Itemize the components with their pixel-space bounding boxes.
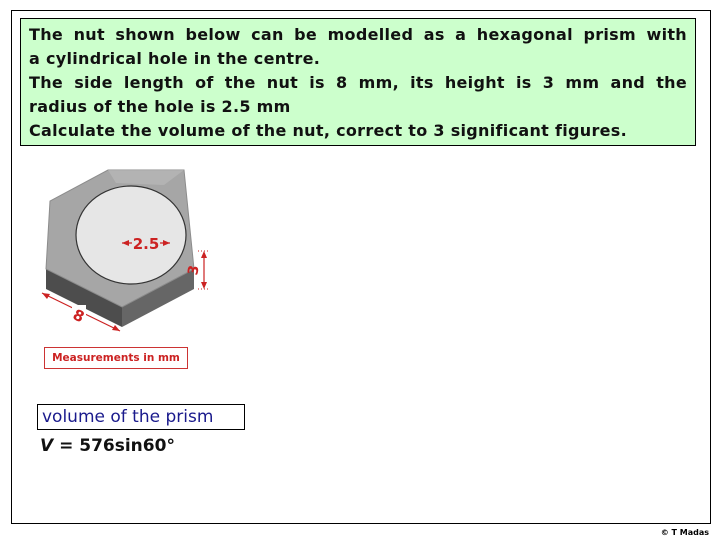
nut-drawing <box>36 165 236 345</box>
prism-volume-label: volume of the prism <box>37 404 245 430</box>
question-line: The nut shown below can be modelled as a hexagonal prism with <box>29 25 687 44</box>
height-arrowhead-bottom <box>201 282 207 289</box>
height-label: 3 <box>185 264 203 277</box>
formula-expression: = 576sin60° <box>53 436 175 456</box>
nut-hole <box>76 186 186 284</box>
side-arrowhead-left <box>42 293 50 299</box>
question-line: radius of the hole is 2.5 mm <box>29 97 291 116</box>
question-box <box>20 18 696 146</box>
question-line: a cylindrical hole in the centre. <box>29 49 321 68</box>
question-line: The side length of the nut is 8 mm, its height is 3 mm and the <box>29 73 687 92</box>
radius-label: 2.5 <box>132 235 160 253</box>
height-arrowhead-top <box>201 251 207 258</box>
volume-formula <box>40 436 175 456</box>
formula-variable: V <box>40 436 54 456</box>
copyright-text: © T Madas <box>660 528 709 537</box>
side-label: 8 <box>70 305 88 327</box>
nut-diagram <box>36 165 236 345</box>
measurements-note: Measurements in mm <box>44 347 188 369</box>
question-line: Calculate the volume of the nut, correct to 3 significant figures. <box>29 121 627 140</box>
